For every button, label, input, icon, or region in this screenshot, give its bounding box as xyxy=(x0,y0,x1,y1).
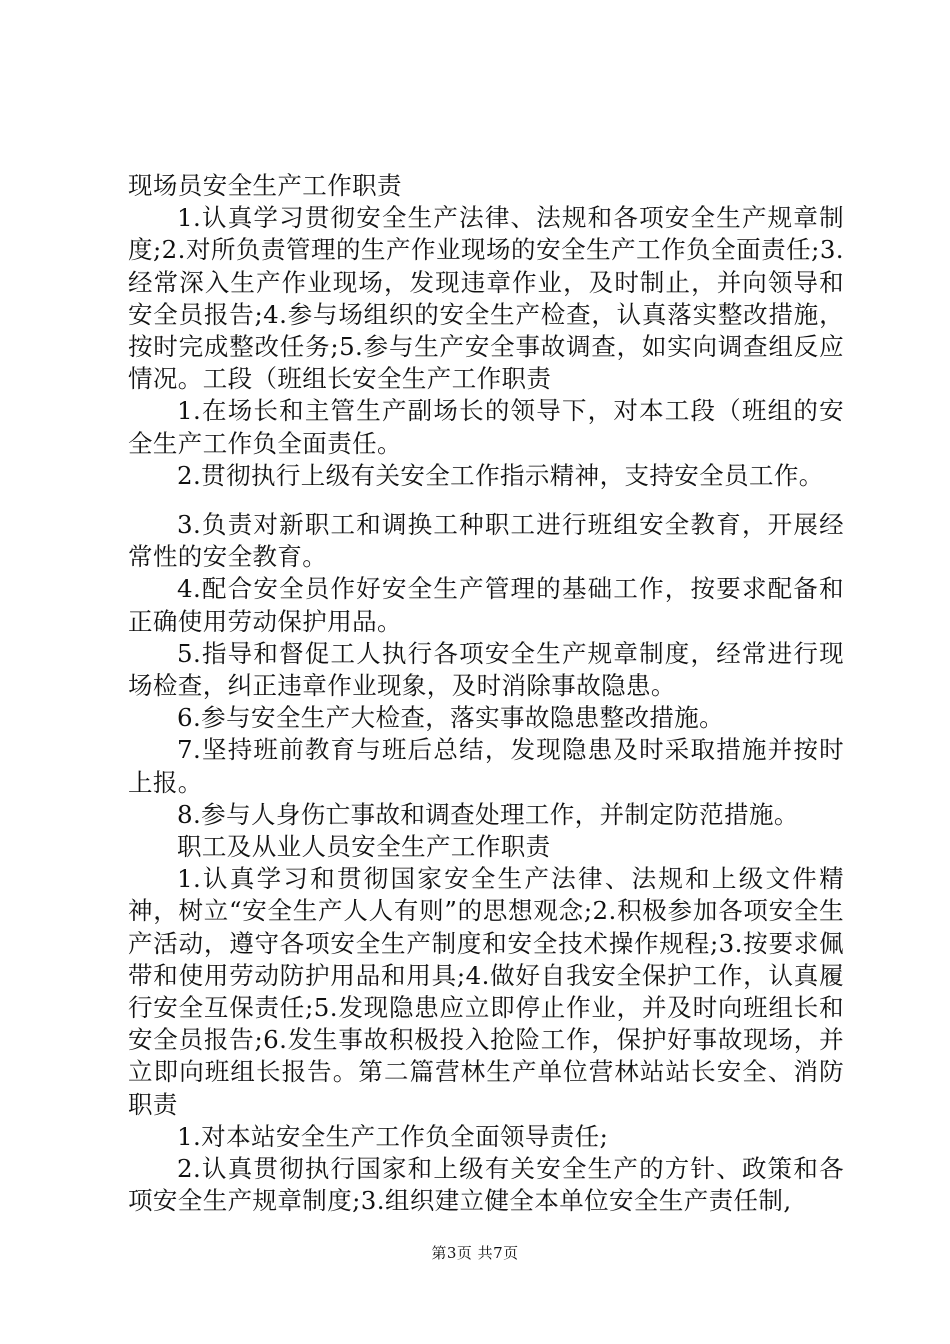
paragraph: 2.贯彻执行上级有关安全工作指示精神，支持安全员工作。 xyxy=(177,460,824,490)
paragraph: 8.参与人身伤亡事故和调查处理工作，并制定防范措施。 xyxy=(177,799,799,829)
section-heading: 职工及从业人员安全生产工作职责 xyxy=(177,832,551,862)
paragraph: 1.认真学习贯彻安全生产法律、法规和各项安全生产规章制度;2.对所负责管理的生产作业现场的安全生产工作负全面责任;3.经常深入生产作业现场，发现违章作业，及时制止，并向领导和安全员报告;4.参与场组织的安全生产检查，认真落实整改措施，按时完成整改任务;5.参与生产安全事故调查，如实向调查组反应情况。工段（班组长安全生产工作职责 xyxy=(128,203,844,394)
paragraph: 1.在场长和主管生产副场长的领导下，对本工段（班组的安全生产工作负全面责任。 xyxy=(128,396,844,458)
paragraph: 5.指导和督促工人执行各项安全生产规章制度，经常进行现场检查，纠正违章作业现象，及时消除事故隐患。 xyxy=(128,638,844,701)
paragraph: 2.认真贯彻执行国家和上级有关安全生产的方针、政策和各项安全生产规章制度;3.组织建立健全本单位安全生产责任制, xyxy=(128,1154,844,1216)
paragraph: 3.负责对新职工和调换工种职工进行班组安全教育，开展经常性的安全教育。 xyxy=(128,510,844,572)
page-number-footer: 第3页 共7页 xyxy=(431,1244,519,1262)
paragraph: 1.认真学习和贯彻国家安全生产法律、法规和上级文件精神，树立“安全生产人人有则”的思想观念;2.积极参加各项安全生产活动，遵守各项安全生产制度和安全技术操作规程;3.按要求佩带和使用劳动防护用品和用具;4.做好自我安全保护工作，认真履行安全互保责任;5.发现隐患应立即停止作业，并及时向班组长和安全员报告;6.发生事故积极投入抢险工作，保护好事故现场，并立即向班组长报告。第二篇营林生产单位营林站站长安全、消防职责 xyxy=(128,864,844,1119)
paragraph: 1.对本站安全生产工作负全面领导责任; xyxy=(177,1121,609,1151)
paragraph: 4.配合安全员作好安全生产管理的基础工作，按要求配备和正确使用劳动保护用品。 xyxy=(128,574,844,636)
paragraph: 6.参与安全生产大检查，落实事故隐患整改措施。 xyxy=(177,703,725,733)
paragraph: 7.坚持班前教育与班后总结，发现隐患及时采取措施并按时上报。 xyxy=(128,735,844,797)
document-body xyxy=(128,170,844,1218)
document-heading: 现场员安全生产工作职责 xyxy=(128,171,402,200)
